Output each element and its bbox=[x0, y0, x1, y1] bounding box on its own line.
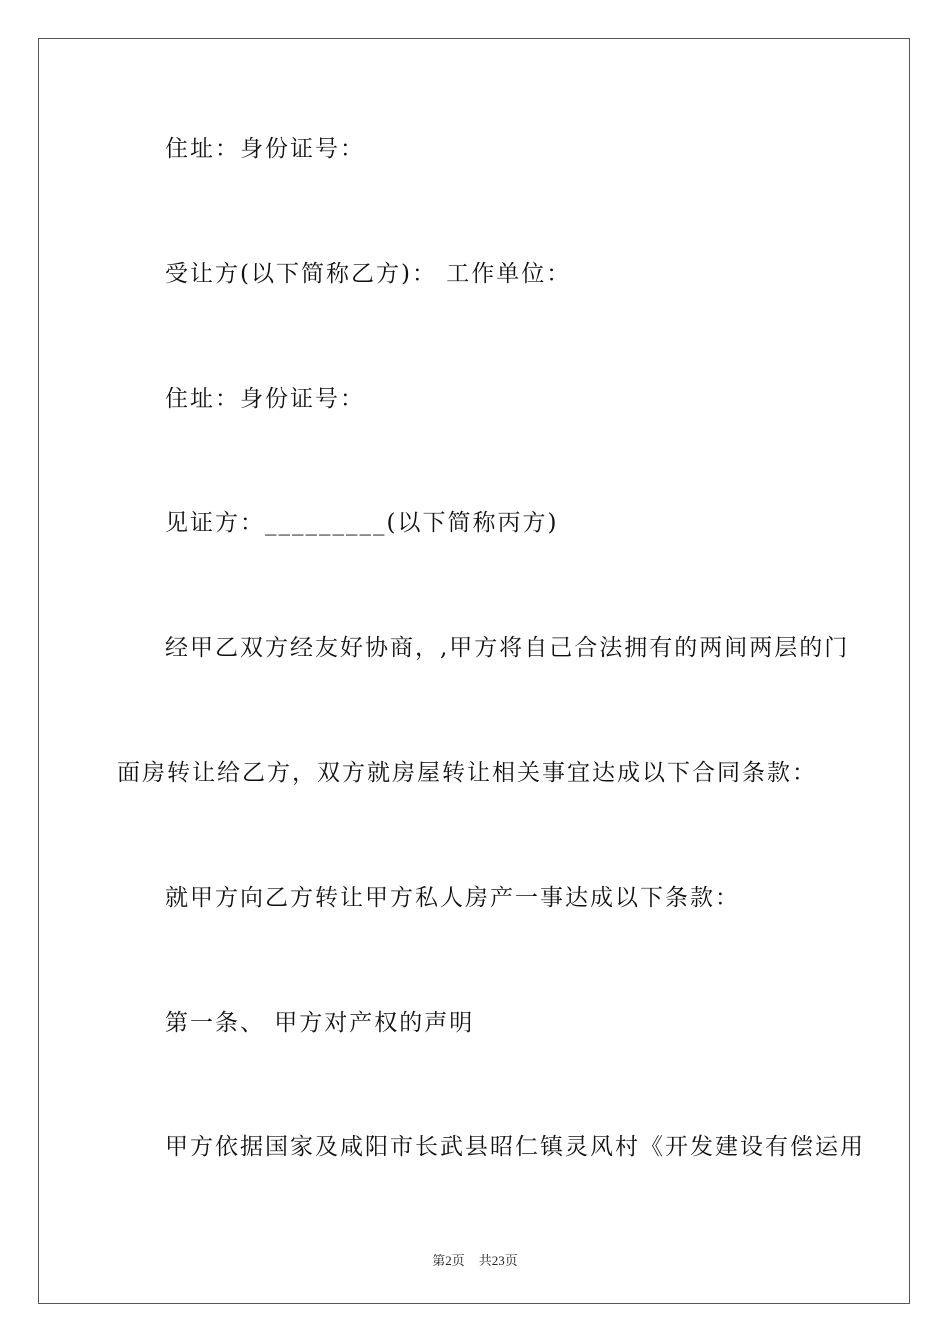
agreement-paragraph-line-1: 经甲乙双方经友好协商，,甲方将自己合法拥有的两间两层的门 bbox=[165, 635, 850, 661]
article-one-heading: 第一条、 甲方对产权的声明 bbox=[165, 1010, 475, 1036]
party-b-line: 受让方(以下简称乙方)： 工作单位： bbox=[165, 261, 572, 287]
party-a-address-line: 住址：身份证号： bbox=[165, 136, 365, 162]
page-total: 共23页 bbox=[478, 1253, 518, 1268]
agreement-paragraph-line-2: 面房转让给乙方，双方就房屋转让相关事宜达成以下合同条款： bbox=[117, 760, 817, 786]
page-footer bbox=[0, 1250, 950, 1269]
page-border bbox=[38, 38, 910, 1304]
party-b-address-line: 住址：身份证号： bbox=[165, 386, 365, 412]
witness-line: 见证方：_________(以下简称丙方) bbox=[165, 510, 559, 536]
page-number: 第2页 bbox=[432, 1253, 465, 1268]
article-one-paragraph-line-1: 甲方依据国家及咸阳市长武县昭仁镇灵风村《开发建设有偿运用 bbox=[165, 1134, 865, 1160]
terms-intro-line: 就甲方向乙方转让甲方私人房产一事达成以下条款： bbox=[165, 885, 740, 911]
